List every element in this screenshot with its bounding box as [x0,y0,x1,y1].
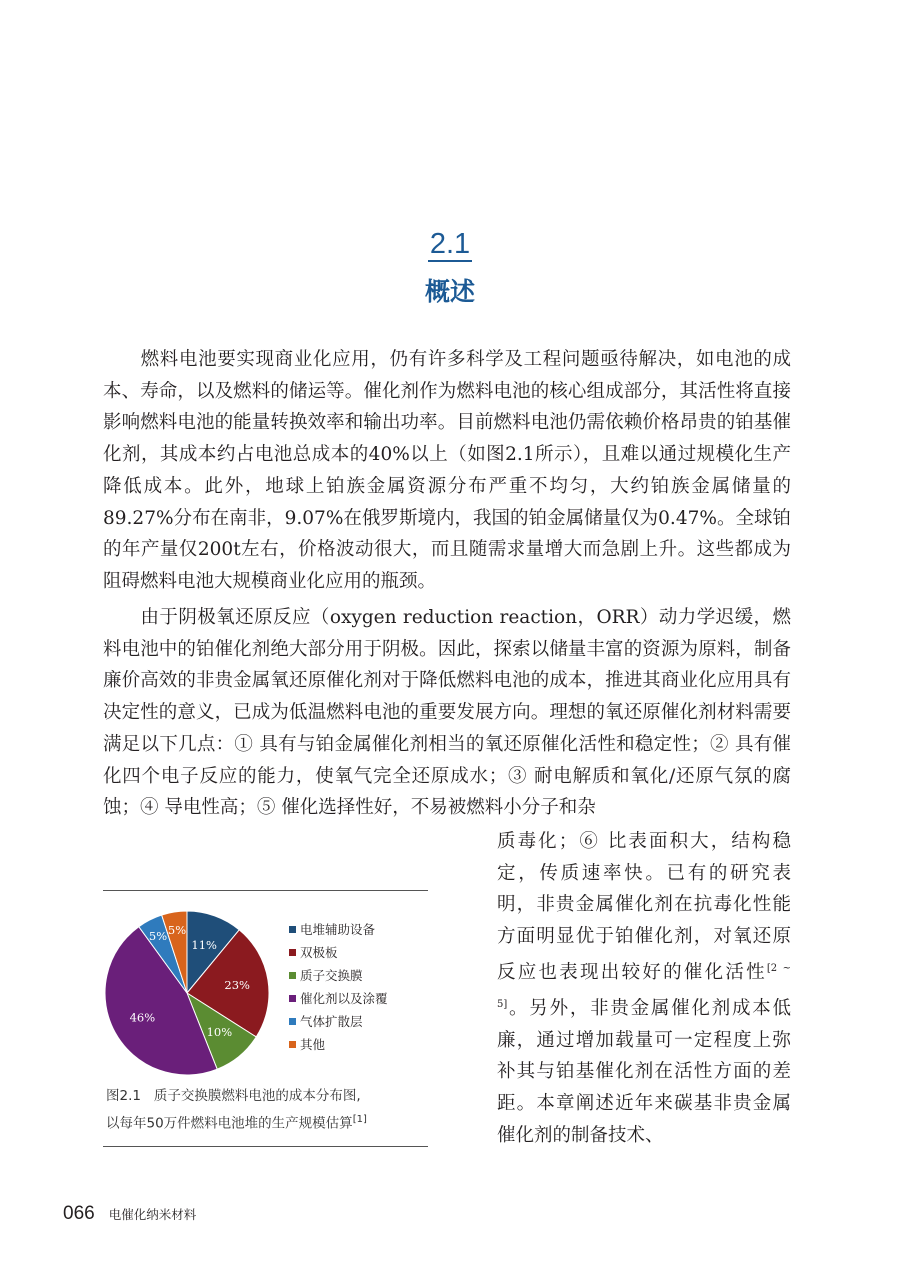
pie-data-label-1: 23% [224,978,250,992]
section-title: 概述 [424,277,475,306]
legend-label-0: 电堆辅助设备 [300,922,376,937]
legend-swatch-5 [289,1041,296,1048]
legend-swatch-3 [289,995,296,1002]
caption-citation: [1] [352,1114,367,1125]
figure-bottom-rule [103,1146,428,1147]
pie-data-label-5: 5% [167,922,187,937]
page-footer [63,1203,196,1225]
legend-swatch-1 [289,949,296,956]
paragraph-2: 由于阴极氧还原反应（oxygen reduction reaction，ORR）动力学迟缓，燃料电池中的铂催化剂绝大部分用于阴极。因此，探索以储量丰富的资源为原料，制备廉价高效的非贵金属氧还原催化剂对于降低燃料电池的成本，推进其商业化应用具有决定性的意义，已成为低温燃料电池的重要发展方向。理想的氧还原催化剂材料需要满足以下几点：① 具有与铂金属催化剂相当的氧还原催化活性和稳定性；② 具有催化四个电子反应的能力，使氧气完全还原成水；③ 耐电解质和氧化/还原气氛的腐蚀；④ 导电性高；⑤ 催化选择性好，不易被燃料小分子和杂 [103,607,791,819]
section-number: 2.1 [429,228,471,260]
book-title: 电催化纳米材料 [108,1207,197,1222]
paragraph-1: 燃料电池要实现商业化应用，仍有许多科学及工程问题亟待解决，如电池的成本、寿命，以及燃料的储运等。催化剂作为燃料电池的核心组成部分，其活性将直接影响燃料电池的能量转换效率和输出功率。目前燃料电池仍需依赖价格昂贵的铂基催化剂，其成本约占电池总成本的40%以上（如图2.1所示），且难以通过规模化生产降低成本。此外，地球上铂族金属资源分布严重不均匀，大约铂族金属储量的89.27%分布在南非，9.07%在俄罗斯境内，我国的铂金属储量仅为0.47%。全球铂的年产量仅200t左右，价格波动很大，而且随需求量增大而急剧上升。这些都成为阻碍燃料电池大规模商业化应用的瓶颈。 [103,349,791,592]
cost-pie-chart [103,900,428,1085]
figure-top-rule [103,890,428,891]
legend-label-2: 质子交换膜 [300,968,363,983]
legend-label-4: 气体扩散层 [300,1014,363,1029]
legend-swatch-4 [289,1018,296,1025]
pie-data-label-0: 11% [191,938,217,953]
legend-swatch-0 [289,926,296,933]
pie-data-label-3: 46% [129,1010,156,1025]
legend-label-5: 其他 [300,1037,326,1052]
pie-data-label-2: 10% [206,1025,233,1040]
legend-label-1: 双极板 [300,945,338,960]
legend-label-3: 催化剂以及涂覆 [300,991,388,1006]
page-number: 066 [63,1203,95,1224]
pie-data-label-4: 5% [148,929,168,943]
legend-swatch-2 [289,972,296,979]
figure-caption: 图2.1 质子交换膜燃料电池的成本分布图, 以每年50万件燃料电池堆的生产规模估算[1] [106,1088,367,1132]
citation-ref: [2 ~ 5] [497,962,791,1010]
side-paragraph: 质毒化；⑥ 比表面积大，结构稳定，传质速率快。已有的研究表明，非贵金属催化剂在抗毒化性能方面明显优于铂催化剂，对氧还原反应也表现出较好的催化活性[2 ~ 5]。另外，非贵金属催化剂成本低廉，通过增加载量可一定程度上弥补其与铂基催化剂在活性方面的差距。本章阐述近年来碳基非贵金属催化剂的制备技术、 [497,831,791,1146]
